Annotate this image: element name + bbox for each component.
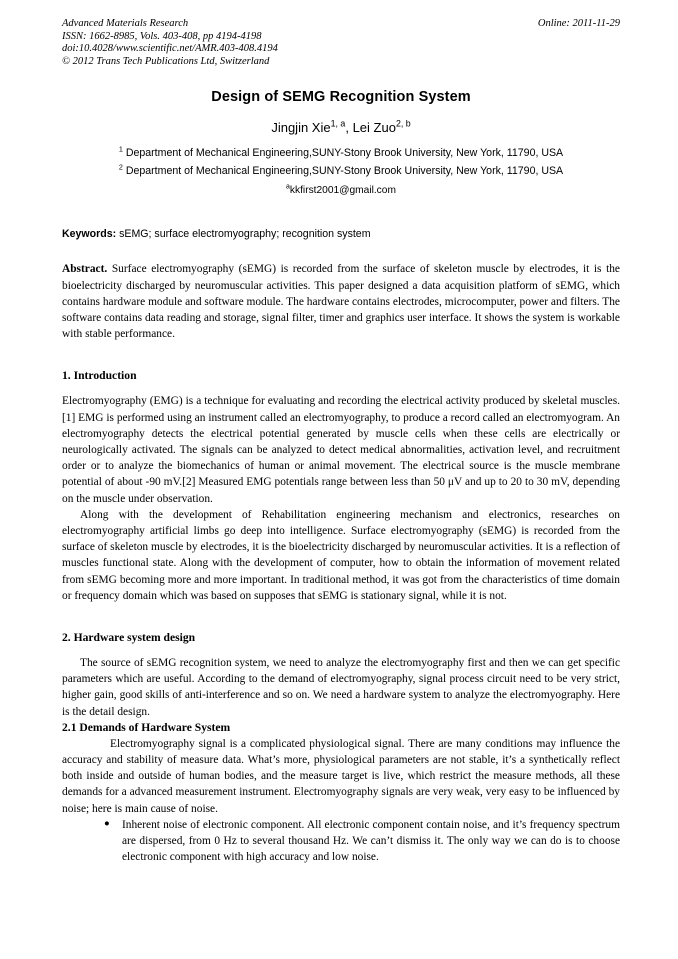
intro-paragraph-2: Along with the development of Rehabilitation engineering mechanism and electronics, researches on electromyography artificial limbs go deep into intelligence. Surface electromyography (sEMG) is recorded from the surface of skeleton muscle by electrodes, it is the bioelectricity discharged by neuromuscular activities. It is a reflection of muscles functional state. Along with the development of computer, how to obtain the information of movement related from sEMG becoming more and more important. In traditional method, it was got from the characteristics of time domain or frequency domain which was based on supposes that sEMG is stationary signal, while it is not. [62,508,620,602]
abstract-text: Surface electromyography (sEMG) is recorded from the surface of skeleton muscle by electrodes, it is the bioelectricity discharged by neuromuscular activities. This paper designed a data acquisition platform of sEMG, which contains hardware module and software module. The hardware contains electrodes, microcomputer, power and filters. The software contains data reading and storage, signal filter, timer and graphics user interface. It shows the system is workable with stable performance. [62,263,620,341]
masthead [62,18,620,68]
affiliation-marker-2: 2 [118,162,123,172]
doi-line: doi:10.4028/www.scientific.net/AMR.403-408.4194 [62,43,278,55]
affiliation-text-2: Department of Mechanical Engineering,SUNY-Stony Brook University, New York, 11790, USA [122,164,564,177]
abstract-label: Abstract. [62,263,108,276]
author-separator: , [345,120,353,136]
heading-demands-of-hardware-system: 2.1 Demands of Hardware System [62,720,231,734]
page-title: Design of SEMG Recognition System [211,89,471,106]
keywords-line [62,227,620,242]
keywords-label: Keywords: [62,228,117,241]
demands-bullet-list [62,817,620,866]
corresponding-email [62,182,620,199]
journal-name: Advanced Materials Research [62,18,189,29]
email-marker: a [286,183,290,191]
author-list [62,119,620,137]
author-affil-marker-2: 2, b [395,119,411,130]
affiliation-marker-1: 1 [118,144,123,154]
intro-paragraph-1: Electromyography (EMG) is a technique for evaluating and recording the electrical activity produced by skeletal muscles.[1] EMG is performed using an instrument called an electromyography, to produce a record called an electromyogram. An electromyography detects the electrical potential generated by muscle cells when these cells are electrically or neurologically activated. The signals can be analyzed to detect medical abnormalities, activation level, and recruitment order or to analyze the biomechanics of human or animal movement. The electrical source is the muscle membrane potential of about -90 mV.[2] Measured EMG potentials range between less than 50 μV and up to 20 to 30 mV, depending on the muscle under observation. [62,395,620,505]
affiliation-text-1: Department of Mechanical Engineering,SUNY-Stony Brook University, New York, 11790, USA [122,147,564,160]
heading-hardware-system-design: 2. Hardware system design [62,631,196,645]
list-item-text: Inherent noise of electronic component. All electronic component contain noise, and it’s frequency spectrum are dispersed, from 0 Hz to several thousand Hz. We can’t dismiss it. The only way we can do is to choose electronic component with high accuracy and low noise. [122,818,620,864]
affiliation-1 [62,145,620,163]
online-date: Online: 2011-11-29 [537,18,620,29]
author-name-2: Lei Zuo [352,120,396,136]
bullet-icon: ● [104,819,110,830]
heading-introduction: 1. Introduction [62,369,137,383]
keywords-text: sEMG; surface electromyography; recognition system [116,228,371,241]
copyright-line: © 2012 Trans Tech Publications Ltd, Switzerland [62,55,270,67]
author-name-1: Jingjin Xie [271,120,331,136]
email-address: kkfirst2001@gmail.com [289,185,396,197]
author-affil-marker-1: 1, a [330,119,346,130]
list-item [62,817,620,866]
issn-line: ISSN: 1662-8985, Vols. 403-408, pp 4194-4198 [62,30,262,42]
hardware-paragraph-1: The source of sEMG recognition system, we need to analyze the electromyography first and then we can get specific parameters which are useful. According to the demand of electromyography, signal process circuit need to be very strict, higher gain, good skills of anti-interference and so on. We need a hardware system to analyze the electromyography. Here is the detail design. [62,657,620,718]
abstract-block [62,261,620,342]
masthead-left [62,18,482,68]
demands-paragraph-1: Electromyography signal is a complicated physiological signal. There are many conditions may influence the accuracy and stability of measure data. What’s more, physiological parameters are not stable, it’s a synthetically reflect both inside and outside of human bodies, and the measure target is live, which restrict the measure methods, all these demands for a advanced measurement instrument. Electromyography signals are very weak, very easy to be influenced by noise; here is main cause of noise. [62,737,620,815]
affiliation-2 [62,163,620,181]
